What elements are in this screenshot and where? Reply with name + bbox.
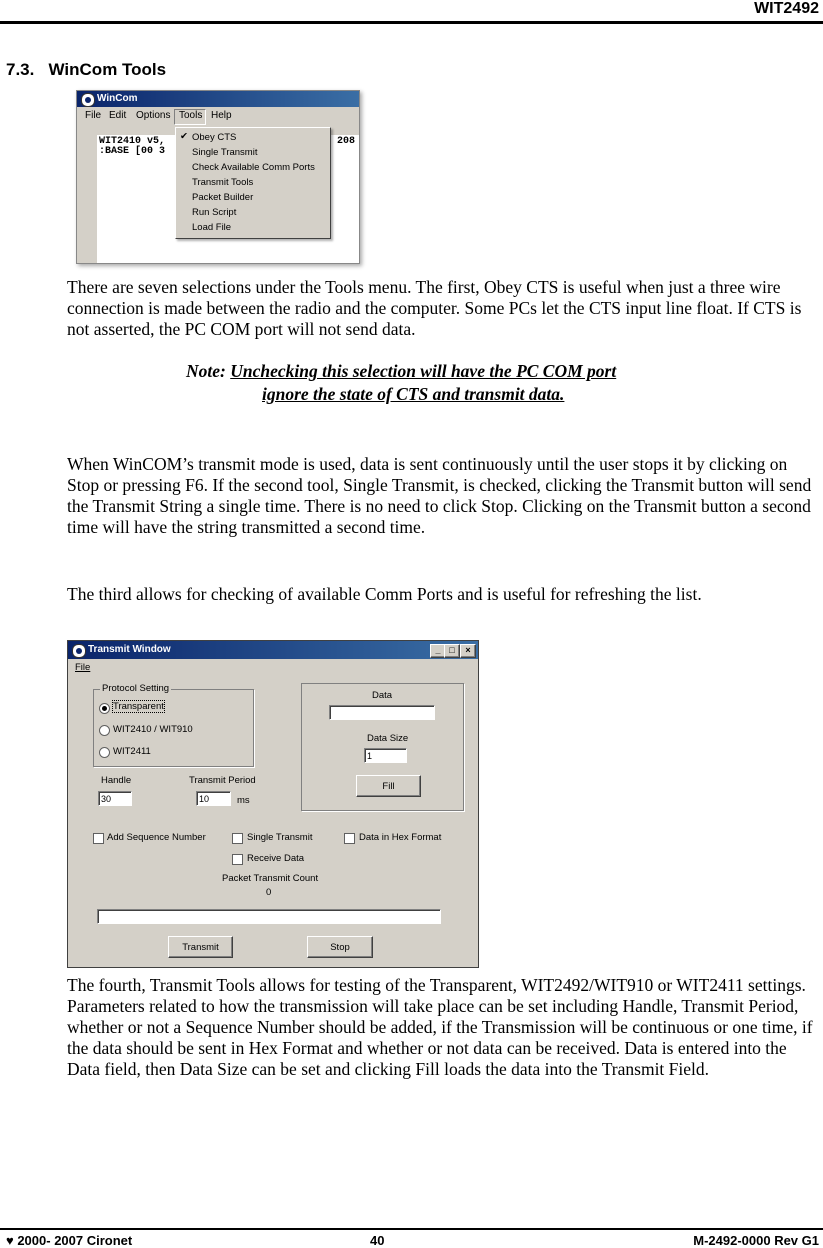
wincom-menubar <box>77 108 359 124</box>
menu-item-obey-cts[interactable]: Obey CTS <box>192 132 237 143</box>
menu-item-load-file[interactable]: Load File <box>192 222 232 233</box>
menu-item-check-ports[interactable]: Check Available Comm Ports <box>192 162 315 173</box>
checkbox-single-transmit[interactable] <box>232 833 243 844</box>
paragraph-comm-ports: The third allows for checking of available Comm Ports and is useful for refreshing the list. <box>67 584 702 604</box>
wincom-screenshot <box>76 90 360 264</box>
section-number: 7.3. <box>6 60 35 79</box>
menu-file[interactable]: File <box>85 110 102 121</box>
tools-dropdown <box>175 127 331 239</box>
menu-item-run-script[interactable]: Run Script <box>192 207 237 218</box>
wincom-title: WinCom <box>97 93 138 104</box>
radio-wit2410[interactable] <box>99 725 110 736</box>
menu-file[interactable]: File <box>75 662 91 673</box>
terminal-line-1: WIT2410 v5, <box>99 136 166 147</box>
data-size-label: Data Size <box>367 733 409 744</box>
note-text-2: ignore the state of CTS and transmit data. <box>262 384 565 404</box>
paragraph-transmit-mode: When WinCOM’s transmit mode is used, data is sent continuously until the user stops it by clicking on Stop or pressing F6. If the second tool, Single Transmit, is checked, clicking the Transmit button will send the Transmit String a single time. There is no need to click Stop. Clicking on the Transmit button a second time will have the string transmitted a second time. <box>67 454 812 537</box>
data-size-input[interactable]: 1 <box>364 748 407 763</box>
close-button[interactable]: × <box>460 644 476 658</box>
footer-page-number: 40 <box>370 1233 385 1248</box>
label-add-sequence: Add Sequence Number <box>107 832 206 843</box>
note-text-1: Unchecking this selection will have the PC COM port <box>230 361 617 381</box>
minimize-button[interactable]: _ <box>430 644 446 658</box>
terminal-right-text: 208 <box>337 136 356 147</box>
tools-menu-highlight <box>174 109 206 125</box>
data-input[interactable] <box>329 705 435 720</box>
stop-button[interactable]: Stop <box>307 936 373 958</box>
transmit-app-icon <box>72 644 86 658</box>
transmit-period-input[interactable]: 10 <box>196 791 231 806</box>
footer-doc-rev: M-2492-0000 Rev G1 <box>693 1233 819 1248</box>
radio-wit2411[interactable] <box>99 747 110 758</box>
transmit-titlebar <box>68 641 478 659</box>
transmit-window <box>67 640 479 968</box>
paragraph-tools-intro: There are seven selections under the Tools menu. The first, Obey CTS is useful when just a three wire connection is made between the radio and the computer. Some PCs let the CTS input line float. If CTS is not asserted, the PC COM port will not send data. <box>67 277 802 339</box>
fill-button[interactable]: Fill <box>356 775 421 797</box>
handle-label: Handle <box>101 775 132 786</box>
menu-edit[interactable]: Edit <box>109 110 127 121</box>
label-transparent: Transparent <box>113 701 164 712</box>
menu-item-single-transmit[interactable]: Single Transmit <box>192 147 258 158</box>
menu-help[interactable]: Help <box>211 110 232 121</box>
packet-count-label: Packet Transmit Count <box>222 873 319 884</box>
section-title: WinCom Tools <box>48 60 167 79</box>
check-icon: ✔ <box>180 131 188 142</box>
terminal-line-2: :BASE [00 3 <box>99 146 166 157</box>
footer-rule <box>0 1228 823 1230</box>
protocol-group-label: Protocol Setting <box>102 683 170 694</box>
radio-transparent[interactable] <box>99 703 110 714</box>
transmit-field[interactable] <box>97 909 441 924</box>
maximize-button[interactable]: □ <box>444 644 460 658</box>
label-wit2410: WIT2410 / WIT910 <box>113 724 193 735</box>
menu-item-transmit-tools[interactable]: Transmit Tools <box>192 177 254 188</box>
wincom-titlebar <box>77 91 359 107</box>
menu-item-packet-builder[interactable]: Packet Builder <box>192 192 254 203</box>
footer-copyright: ♥ 2000- 2007 Cironet <box>6 1233 133 1248</box>
label-wit2411: WIT2411 <box>113 746 151 757</box>
wincom-app-icon <box>81 93 95 107</box>
data-label: Data <box>372 690 393 701</box>
label-single-transmit: Single Transmit <box>247 832 313 843</box>
period-unit: ms <box>237 795 250 806</box>
paragraph-transmit-tools: The fourth, Transmit Tools allows for testing of the Transparent, WIT2492/WIT910 or WIT2411 settings. Parameters related to how the transmission will take place can be set including Handle, Transmit Period, whether or not a Sequence Number should be added, if the Transmission will be continuous or one time, if the data should be sent in Hex Format and whether or not data can be received. Data is entered into the Data field, then Data Size can be set and clicking Fill loads the data into the Transmit Field. <box>67 975 813 1079</box>
label-hex-format: Data in Hex Format <box>359 832 442 843</box>
packet-count-value: 0 <box>266 887 272 898</box>
checkbox-hex-format[interactable] <box>344 833 355 844</box>
header-rule <box>0 21 823 24</box>
transmit-period-label: Transmit Period <box>189 775 256 786</box>
note-line-2 <box>262 384 564 405</box>
note-prefix: Note: <box>186 361 226 381</box>
section-heading <box>6 60 166 80</box>
transmit-button[interactable]: Transmit <box>168 936 233 958</box>
transmit-window-title: Transmit Window <box>88 644 171 655</box>
checkbox-receive-data[interactable] <box>232 854 243 865</box>
handle-input[interactable]: 30 <box>98 791 132 806</box>
document-id: WIT2492 <box>754 0 819 17</box>
label-receive-data: Receive Data <box>247 853 305 864</box>
menu-options[interactable]: Options <box>136 110 171 121</box>
note-line-1 <box>186 361 616 382</box>
menu-tools[interactable]: Tools <box>179 110 203 121</box>
checkbox-add-sequence[interactable] <box>93 833 104 844</box>
